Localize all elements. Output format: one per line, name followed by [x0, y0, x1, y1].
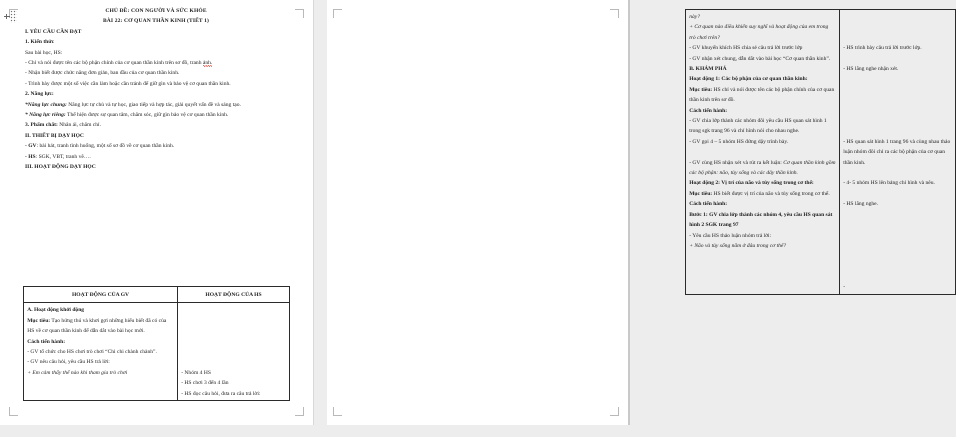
label-pham-chat: 3. Phẩm chất: — [25, 122, 58, 129]
hs-response-2: - HS chơi 3 đến 4 lần — [181, 380, 229, 387]
text-nang-luc-chung: Năng lực tự chủ và tự học, giao tiếp và hợp tác, giải quyết vấn đề và sáng tạo. — [66, 101, 241, 108]
hs-response-trinh-bay: - HS trình bày câu trả lời trước lớp. — [843, 45, 922, 52]
document-page-left — [0, 0, 313, 425]
paragraph-nang-luc-chung — [25, 100, 287, 110]
margin-marker-top-right — [295, 9, 304, 18]
margin-marker-top-right-right-page — [610, 9, 619, 18]
move-handle-icon[interactable] — [4, 9, 20, 25]
label-hd1-muc-tieu: Mục tiêu: — [689, 86, 713, 93]
text-muc-tieu: Tạo hứng thú và khơi gợi những hiểu biết đã có của HS về cơ quan thần kinh để dẫn dắt vào bài học mới. — [27, 317, 167, 335]
document-title-line-2: BÀI 22: CƠ QUAN THẦN KINH (TIẾT 1) — [102, 18, 210, 25]
heading-hoat-dong-day-hoc: III. HOẠT ĐỘNG DẠY HỌC — [25, 164, 96, 171]
text-pham-chat: Nhân ái, chăm chỉ. — [57, 122, 101, 129]
margin-marker-bottom-left-right-page — [333, 407, 342, 416]
hd2-buoc-1: Bước 1: GV chia lớp thành các nhóm 4, yêu cầu HS quan sát hình 2 SGK trang 97 — [689, 211, 833, 229]
paragraph-pham-chat — [25, 120, 287, 130]
heading-hoat-dong-2: Hoạt động 2: Vị trí của não và tủy sống trong cơ thể: — [689, 180, 814, 187]
activities-table-page-left — [23, 286, 290, 401]
hd1-step-2: - GV gọi 4 – 5 nhóm HS đứng dậy trình bày. — [689, 138, 789, 145]
hs-response-lang-nghe-2: - HS lắng nghe. — [843, 201, 879, 208]
text-sau-bai-hoc: Sau bài học, HS: — [25, 49, 63, 56]
heading-kham-pha: B. KHÁM PHÁ — [689, 66, 727, 73]
hs-response-3: - HS đọc câu hỏi, đưa ra câu trả lời: — [181, 390, 261, 397]
gv-question-italic: + Cơ quan nào điều khiển suy nghĩ và hoạt động của em trong trò chơi trên? — [689, 24, 829, 41]
label-hd2-muc-tieu: Mục tiêu: — [689, 190, 713, 197]
label-cach-tien-hanh: Cách tiến hành: — [27, 338, 66, 345]
paragraph-gv-materials — [25, 141, 287, 151]
heading-nang-luc: 2. Năng lực: — [25, 91, 54, 98]
activities-table-page-right — [685, 9, 956, 295]
hs-response-lang-nghe: - HS lắng nghe nhận xét. — [843, 65, 899, 72]
bullet-kien-thuc-2: - Nhận biết được chức năng đơn giản, ban đầu của cơ quan thần kinh. — [25, 70, 180, 77]
page-right-edge-shadow — [628, 0, 630, 425]
label-nang-luc-rieng: * Năng lực riêng: — [25, 112, 66, 119]
hs-response-dash: - — [843, 284, 846, 291]
gv-step-3-question: + Em cảm thấy thế nào khi tham gia trò chơi — [27, 369, 128, 376]
bullet-1-text: - Chỉ và nói được tên các bộ phận chính của cơ quan thần kinh trên sơ đồ, tranh — [25, 60, 203, 67]
hs-response-1: - Nhóm 4 HS — [181, 369, 211, 376]
table-cell-gv-activities-continued — [686, 10, 840, 295]
label-muc-tieu: Mục tiêu: — [27, 317, 51, 324]
heading-yeu-cau-can-dat: I. YÊU CẦU CẦN ĐẠT — [25, 28, 82, 35]
table-header-hs: HOẠT ĐỘNG CỦA HS — [178, 287, 290, 303]
bullet-kien-thuc-3: - Trình bày được một số việc cần làm hoặc cần tránh để giữ gìn và bảo vệ cơ quan thần kinh. — [25, 80, 231, 87]
margin-marker-bottom-left — [9, 407, 18, 416]
table-cell-hs-activities — [178, 303, 290, 401]
paragraph-muc-tieu — [27, 316, 174, 337]
table-row — [686, 10, 956, 295]
paragraph-hd1-muc-tieu — [689, 85, 836, 106]
document-page-right — [327, 0, 951, 425]
table-header-gv: HOẠT ĐỘNG CỦA GV — [24, 287, 178, 303]
table-cell-hs-activities-continued — [840, 10, 956, 295]
hd1-step-3-text: - GV cùng HS nhận xét và rút ra kết luận: — [689, 159, 784, 166]
label-hd1-cach-tien-hanh: Cách tiến hành: — [689, 107, 728, 114]
table-cell-gv-activities — [24, 303, 178, 401]
page-left-edge-shadow — [313, 0, 314, 425]
hd1-step-3 — [689, 158, 836, 179]
document-title-line-1: CHỦ ĐỀ: CON NGƯỜI VÀ SỨC KHỎE — [105, 8, 207, 14]
paragraph-nang-luc-rieng — [25, 110, 287, 120]
page-bottom-gutter — [0, 425, 650, 437]
bullet-1-misspelled-word: ảnh. — [202, 60, 213, 67]
gv-continued-line: này? — [689, 14, 700, 20]
label-hs: - HS — [25, 153, 36, 160]
paragraph-hd2-muc-tieu — [689, 189, 836, 199]
gv-step-2: - GV nêu câu hỏi, yêu cầu HS trả lời: — [27, 359, 110, 366]
label-hd2-cach-tien-hanh: Cách tiến hành: — [689, 201, 728, 208]
text-nang-luc-rieng: Thể hiện được sự quan tâm, chăm sóc, giữ gìn bảo vệ cơ quan thần kinh. — [65, 112, 229, 119]
table-row — [24, 303, 290, 401]
heading-kien-thuc: 1. Kiến thức — [25, 39, 55, 46]
margin-marker-top-left-right-page — [333, 9, 342, 18]
gv-step-1: - GV tổ chức cho HS chơi trò chơi “Chi chi chành chành”. — [27, 349, 157, 356]
heading-thiet-bi-day-hoc: II. THIẾT BỊ DẠY HỌC — [25, 132, 84, 139]
bullet-kien-thuc-1 — [25, 58, 287, 68]
hs-response-len-bang: - 4- 5 nhóm HS lên bảng chỉ hình và nêu. — [843, 180, 935, 187]
text-hs-materials: : SGK, VBT, tranh vẽ…. — [35, 153, 91, 160]
heading-hoat-dong-khoi-dong: A. Hoạt động khởi động — [27, 307, 85, 314]
heading-hoat-dong-1: Hoạt động 1: Các bộ phận của cơ quan thần kinh: — [689, 76, 808, 83]
hd2-step-1: - Yêu cầu HS thảo luận nhóm trả lời: — [689, 232, 772, 239]
label-gv: - GV — [25, 143, 37, 150]
hd1-step-1: - GV chia lớp thành các nhóm đôi yêu cầu HS quan sát hình 1 trong sgk trang 96 và chỉ hình nói cho nhau nghe. — [689, 118, 827, 135]
paragraph-hs-materials — [25, 152, 287, 162]
gv-step-nhan-xet: - GV nhận xét chung, dẫn dắt vào bài học “Cơ quan thần kinh”. — [689, 55, 831, 62]
text-hd1-muc-tieu: HS chỉ và nói được tên các bộ phận chính của cơ quan thần kinh trên sơ đồ. — [689, 86, 835, 104]
gv-step-share: - GV khuyến khích HS chia sẻ câu trả lời trước lớp — [689, 45, 803, 52]
table-header-row — [24, 287, 290, 303]
hd2-step-2-question: + Não và tủy sống nằm ở đâu trong cơ thể? — [689, 242, 787, 249]
margin-marker-bottom-right-right-page — [610, 407, 619, 416]
hd1-step-3-conclusion: Cơ quan thần kinh gồm các bộ phận: não, tủy sống và các dây thần kinh. — [689, 159, 836, 177]
text-gv-materials: : bài hát, tranh tình huống, một số sơ đồ về cơ quan thần kinh. — [36, 143, 175, 150]
text-hd2-muc-tieu: HS biết được vị trí của não và tủy sống trong cơ thể. — [712, 190, 830, 197]
left-page-text-body — [25, 6, 287, 173]
hs-response-quan-sat: - HS quan sát hình 1 trang 96 và cùng nhau thảo luận nhóm đôi chỉ ra các bộ phận của cơ quan thần kinh. — [843, 138, 951, 166]
label-nang-luc-chung: *Năng lực chung: — [25, 101, 67, 108]
margin-marker-bottom-right — [295, 407, 304, 416]
